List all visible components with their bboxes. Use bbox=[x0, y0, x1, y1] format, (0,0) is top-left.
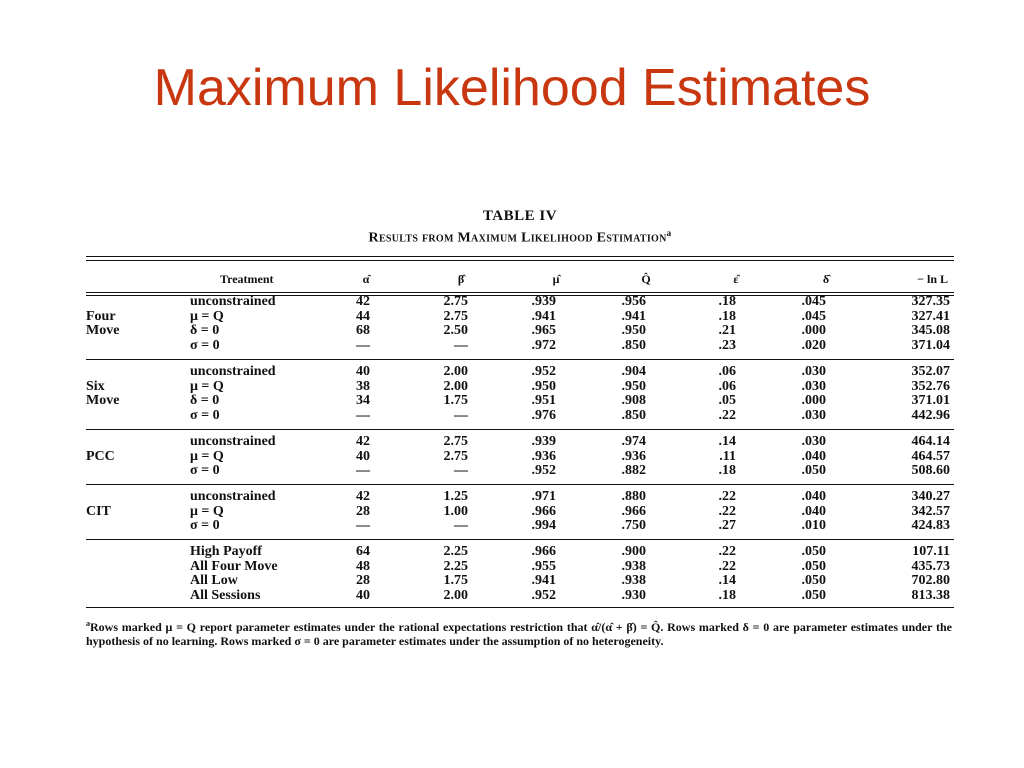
cell-q: .908 bbox=[621, 393, 646, 409]
cell-mu: .941 bbox=[531, 308, 556, 324]
cell-delta: .030 bbox=[801, 434, 826, 449]
cell-epsilon: .05 bbox=[718, 393, 736, 409]
rule-bottom bbox=[86, 607, 954, 608]
cell-q: .950 bbox=[621, 323, 646, 339]
cell-treatment: σ = 0 bbox=[190, 463, 220, 479]
cell-beta: 2.75 bbox=[443, 308, 468, 324]
cell-delta: .050 bbox=[801, 558, 826, 574]
cell-q: .850 bbox=[621, 337, 646, 353]
cell-q: .956 bbox=[621, 294, 646, 309]
cell-q: .974 bbox=[621, 434, 646, 449]
cell-q: .936 bbox=[621, 448, 646, 464]
cell-beta: 2.00 bbox=[443, 587, 468, 603]
cell-alpha: 68 bbox=[356, 323, 370, 339]
cell-treatment: μ = Q bbox=[190, 378, 224, 394]
group-label: Move bbox=[86, 393, 120, 409]
cell-neg-ln-l: 813.38 bbox=[911, 587, 950, 603]
cell-beta: 2.75 bbox=[443, 448, 468, 464]
cell-epsilon: .14 bbox=[718, 573, 736, 589]
cell-delta: .030 bbox=[801, 378, 826, 394]
cell-delta: .000 bbox=[801, 323, 826, 339]
cell-beta: — bbox=[454, 518, 468, 534]
cell-mu: .939 bbox=[531, 434, 556, 449]
cell-delta: .040 bbox=[801, 489, 826, 504]
group-label: Move bbox=[86, 323, 120, 339]
cell-neg-ln-l: 345.08 bbox=[911, 323, 950, 339]
cell-treatment: σ = 0 bbox=[190, 337, 220, 353]
cell-q: .750 bbox=[621, 518, 646, 534]
table-image bbox=[86, 205, 954, 665]
group-separator bbox=[86, 539, 954, 540]
group-separator bbox=[86, 429, 954, 430]
cell-alpha: — bbox=[356, 518, 370, 534]
cell-mu: .952 bbox=[531, 587, 556, 603]
cell-beta: — bbox=[454, 463, 468, 479]
header-mu: μ̂ bbox=[552, 272, 560, 286]
cell-epsilon: .06 bbox=[718, 378, 736, 394]
cell-mu: .936 bbox=[531, 448, 556, 464]
cell-delta: .000 bbox=[801, 393, 826, 409]
cell-epsilon: .18 bbox=[718, 463, 736, 479]
rule-top-2 bbox=[86, 260, 954, 261]
group-label: PCC bbox=[86, 448, 115, 464]
cell-neg-ln-l: 107.11 bbox=[912, 544, 950, 559]
cell-delta: .045 bbox=[801, 308, 826, 324]
cell-delta: .050 bbox=[801, 463, 826, 479]
cell-epsilon: .11 bbox=[719, 448, 736, 464]
cell-delta: .050 bbox=[801, 587, 826, 603]
table-subtitle bbox=[86, 228, 954, 247]
cell-beta: 2.00 bbox=[443, 378, 468, 394]
cell-neg-ln-l: 464.14 bbox=[911, 434, 950, 449]
cell-beta: 1.75 bbox=[443, 393, 468, 409]
cell-mu: .951 bbox=[531, 393, 556, 409]
cell-treatment: All Sessions bbox=[190, 587, 261, 603]
cell-q: .930 bbox=[621, 587, 646, 603]
cell-mu: .971 bbox=[531, 489, 556, 504]
header-delta: δ̂ bbox=[822, 272, 830, 286]
header-q: Q̂ bbox=[641, 272, 651, 286]
header-neg-ln-l: − ln L bbox=[917, 272, 948, 286]
cell-treatment: δ = 0 bbox=[190, 323, 220, 339]
cell-q: .938 bbox=[621, 558, 646, 574]
cell-beta: — bbox=[454, 407, 468, 423]
cell-mu: .972 bbox=[531, 337, 556, 353]
cell-epsilon: .23 bbox=[718, 337, 736, 353]
cell-treatment: σ = 0 bbox=[190, 518, 220, 534]
cell-q: .941 bbox=[621, 308, 646, 324]
cell-neg-ln-l: 371.01 bbox=[911, 393, 950, 409]
cell-alpha: 40 bbox=[356, 364, 370, 379]
cell-epsilon: .21 bbox=[718, 323, 736, 339]
cell-neg-ln-l: 435.73 bbox=[911, 558, 950, 574]
cell-alpha: 34 bbox=[356, 393, 370, 409]
cell-alpha: — bbox=[356, 337, 370, 353]
table-footnote bbox=[86, 617, 952, 648]
cell-neg-ln-l: 424.83 bbox=[911, 518, 950, 534]
cell-mu: .941 bbox=[531, 573, 556, 589]
cell-neg-ln-l: 464.57 bbox=[911, 448, 950, 464]
cell-epsilon: .22 bbox=[718, 407, 736, 423]
group-label: CIT bbox=[86, 503, 111, 519]
cell-alpha: 44 bbox=[356, 308, 370, 324]
cell-epsilon: .22 bbox=[718, 558, 736, 574]
cell-delta: .040 bbox=[801, 448, 826, 464]
cell-neg-ln-l: 371.04 bbox=[911, 337, 950, 353]
footnote-mark: a bbox=[86, 619, 90, 628]
cell-neg-ln-l: 442.96 bbox=[911, 407, 950, 423]
cell-mu: .966 bbox=[531, 503, 556, 519]
cell-epsilon: .22 bbox=[718, 544, 736, 559]
cell-treatment: unconstrained bbox=[190, 364, 276, 379]
cell-treatment: High Payoff bbox=[190, 544, 262, 559]
cell-neg-ln-l: 508.60 bbox=[911, 463, 950, 479]
cell-alpha: 40 bbox=[356, 448, 370, 464]
cell-epsilon: .06 bbox=[718, 364, 736, 379]
cell-beta: 1.75 bbox=[443, 573, 468, 589]
header-beta: β̂ bbox=[457, 272, 465, 286]
group-separator bbox=[86, 484, 954, 485]
cell-delta: .030 bbox=[801, 407, 826, 423]
cell-q: .882 bbox=[621, 463, 646, 479]
cell-beta: 2.25 bbox=[443, 544, 468, 559]
header-epsilon: ε̂ bbox=[733, 272, 739, 286]
cell-epsilon: .18 bbox=[718, 308, 736, 324]
table-subtitle-text: Results from Maximum Likelihood Estimation bbox=[368, 230, 667, 246]
cell-epsilon: .14 bbox=[718, 434, 736, 449]
cell-mu: .950 bbox=[531, 378, 556, 394]
cell-treatment: σ = 0 bbox=[190, 407, 220, 423]
cell-delta: .030 bbox=[801, 364, 826, 379]
cell-treatment: unconstrained bbox=[190, 434, 276, 449]
cell-alpha: 48 bbox=[356, 558, 370, 574]
cell-alpha: — bbox=[356, 407, 370, 423]
cell-q: .880 bbox=[621, 489, 646, 504]
cell-neg-ln-l: 352.07 bbox=[911, 364, 950, 379]
cell-delta: .050 bbox=[801, 544, 826, 559]
cell-epsilon: .27 bbox=[718, 518, 736, 534]
cell-neg-ln-l: 327.41 bbox=[911, 308, 950, 324]
header-alpha: α̂ bbox=[362, 272, 370, 286]
cell-delta: .040 bbox=[801, 503, 826, 519]
cell-alpha: 64 bbox=[356, 544, 370, 559]
cell-delta: .050 bbox=[801, 573, 826, 589]
group-separator bbox=[86, 359, 954, 360]
cell-treatment: μ = Q bbox=[190, 448, 224, 464]
table-title: TABLE IV bbox=[482, 208, 558, 224]
cell-delta: .045 bbox=[801, 294, 826, 309]
cell-alpha: 38 bbox=[356, 378, 370, 394]
cell-epsilon: .22 bbox=[718, 503, 736, 519]
header-treatment: Treatment bbox=[220, 272, 274, 286]
cell-beta: 2.50 bbox=[443, 323, 468, 339]
cell-q: .900 bbox=[621, 544, 646, 559]
cell-alpha: 28 bbox=[356, 573, 370, 589]
cell-mu: .966 bbox=[531, 544, 556, 559]
cell-beta: 1.25 bbox=[443, 489, 468, 504]
cell-treatment: μ = Q bbox=[190, 308, 224, 324]
cell-mu: .994 bbox=[531, 518, 556, 534]
cell-neg-ln-l: 340.27 bbox=[911, 489, 950, 504]
cell-neg-ln-l: 702.80 bbox=[911, 573, 950, 589]
cell-delta: .020 bbox=[801, 337, 826, 353]
slide-title: Maximum Likelihood Estimates bbox=[153, 59, 871, 117]
cell-q: .904 bbox=[621, 364, 646, 379]
cell-mu: .952 bbox=[531, 364, 556, 379]
cell-q: .966 bbox=[621, 503, 646, 519]
cell-mu: .952 bbox=[531, 463, 556, 479]
footnote-text: Rows marked μ = Q report parameter estimates under the rational expectations restriction that α̂/(α̂ + β̂) = Q̂. Rows marked δ = 0 are parameter estimates under the hypothesis of no learning. Rows marked σ = 0 are parameter estimates under the assumption of no heterogeneity. bbox=[86, 620, 952, 648]
cell-treatment: δ = 0 bbox=[190, 393, 220, 409]
cell-treatment: unconstrained bbox=[190, 294, 276, 309]
rule-header bbox=[86, 292, 954, 293]
rule-top-1 bbox=[86, 256, 954, 257]
cell-q: .850 bbox=[621, 407, 646, 423]
cell-beta: — bbox=[454, 337, 468, 353]
group-label: Six bbox=[86, 378, 105, 394]
cell-alpha: 40 bbox=[356, 587, 370, 603]
cell-beta: 2.25 bbox=[443, 558, 468, 574]
cell-mu: .955 bbox=[531, 558, 556, 574]
cell-treatment: unconstrained bbox=[190, 489, 276, 504]
cell-beta: 2.75 bbox=[443, 294, 468, 309]
cell-epsilon: .18 bbox=[718, 587, 736, 603]
cell-treatment: All Low bbox=[190, 573, 238, 589]
cell-neg-ln-l: 342.57 bbox=[911, 503, 950, 519]
group-label: Four bbox=[86, 308, 116, 324]
cell-delta: .010 bbox=[801, 518, 826, 534]
cell-epsilon: .18 bbox=[718, 294, 736, 309]
cell-q: .950 bbox=[621, 378, 646, 394]
cell-neg-ln-l: 352.76 bbox=[911, 378, 950, 394]
cell-mu: .939 bbox=[531, 294, 556, 309]
cell-treatment: μ = Q bbox=[190, 503, 224, 519]
cell-epsilon: .22 bbox=[718, 489, 736, 504]
cell-alpha: 42 bbox=[356, 294, 370, 309]
cell-alpha: 28 bbox=[356, 503, 370, 519]
cell-neg-ln-l: 327.35 bbox=[911, 294, 950, 309]
cell-beta: 1.00 bbox=[443, 503, 468, 519]
cell-mu: .965 bbox=[531, 323, 556, 339]
cell-treatment: All Four Move bbox=[190, 558, 278, 574]
table-subtitle-mark: a bbox=[666, 228, 672, 238]
cell-mu: .976 bbox=[531, 407, 556, 423]
cell-q: .938 bbox=[621, 573, 646, 589]
cell-beta: 2.00 bbox=[443, 364, 468, 379]
cell-alpha: 42 bbox=[356, 434, 370, 449]
cell-alpha: — bbox=[356, 463, 370, 479]
cell-alpha: 42 bbox=[356, 489, 370, 504]
cell-beta: 2.75 bbox=[443, 434, 468, 449]
